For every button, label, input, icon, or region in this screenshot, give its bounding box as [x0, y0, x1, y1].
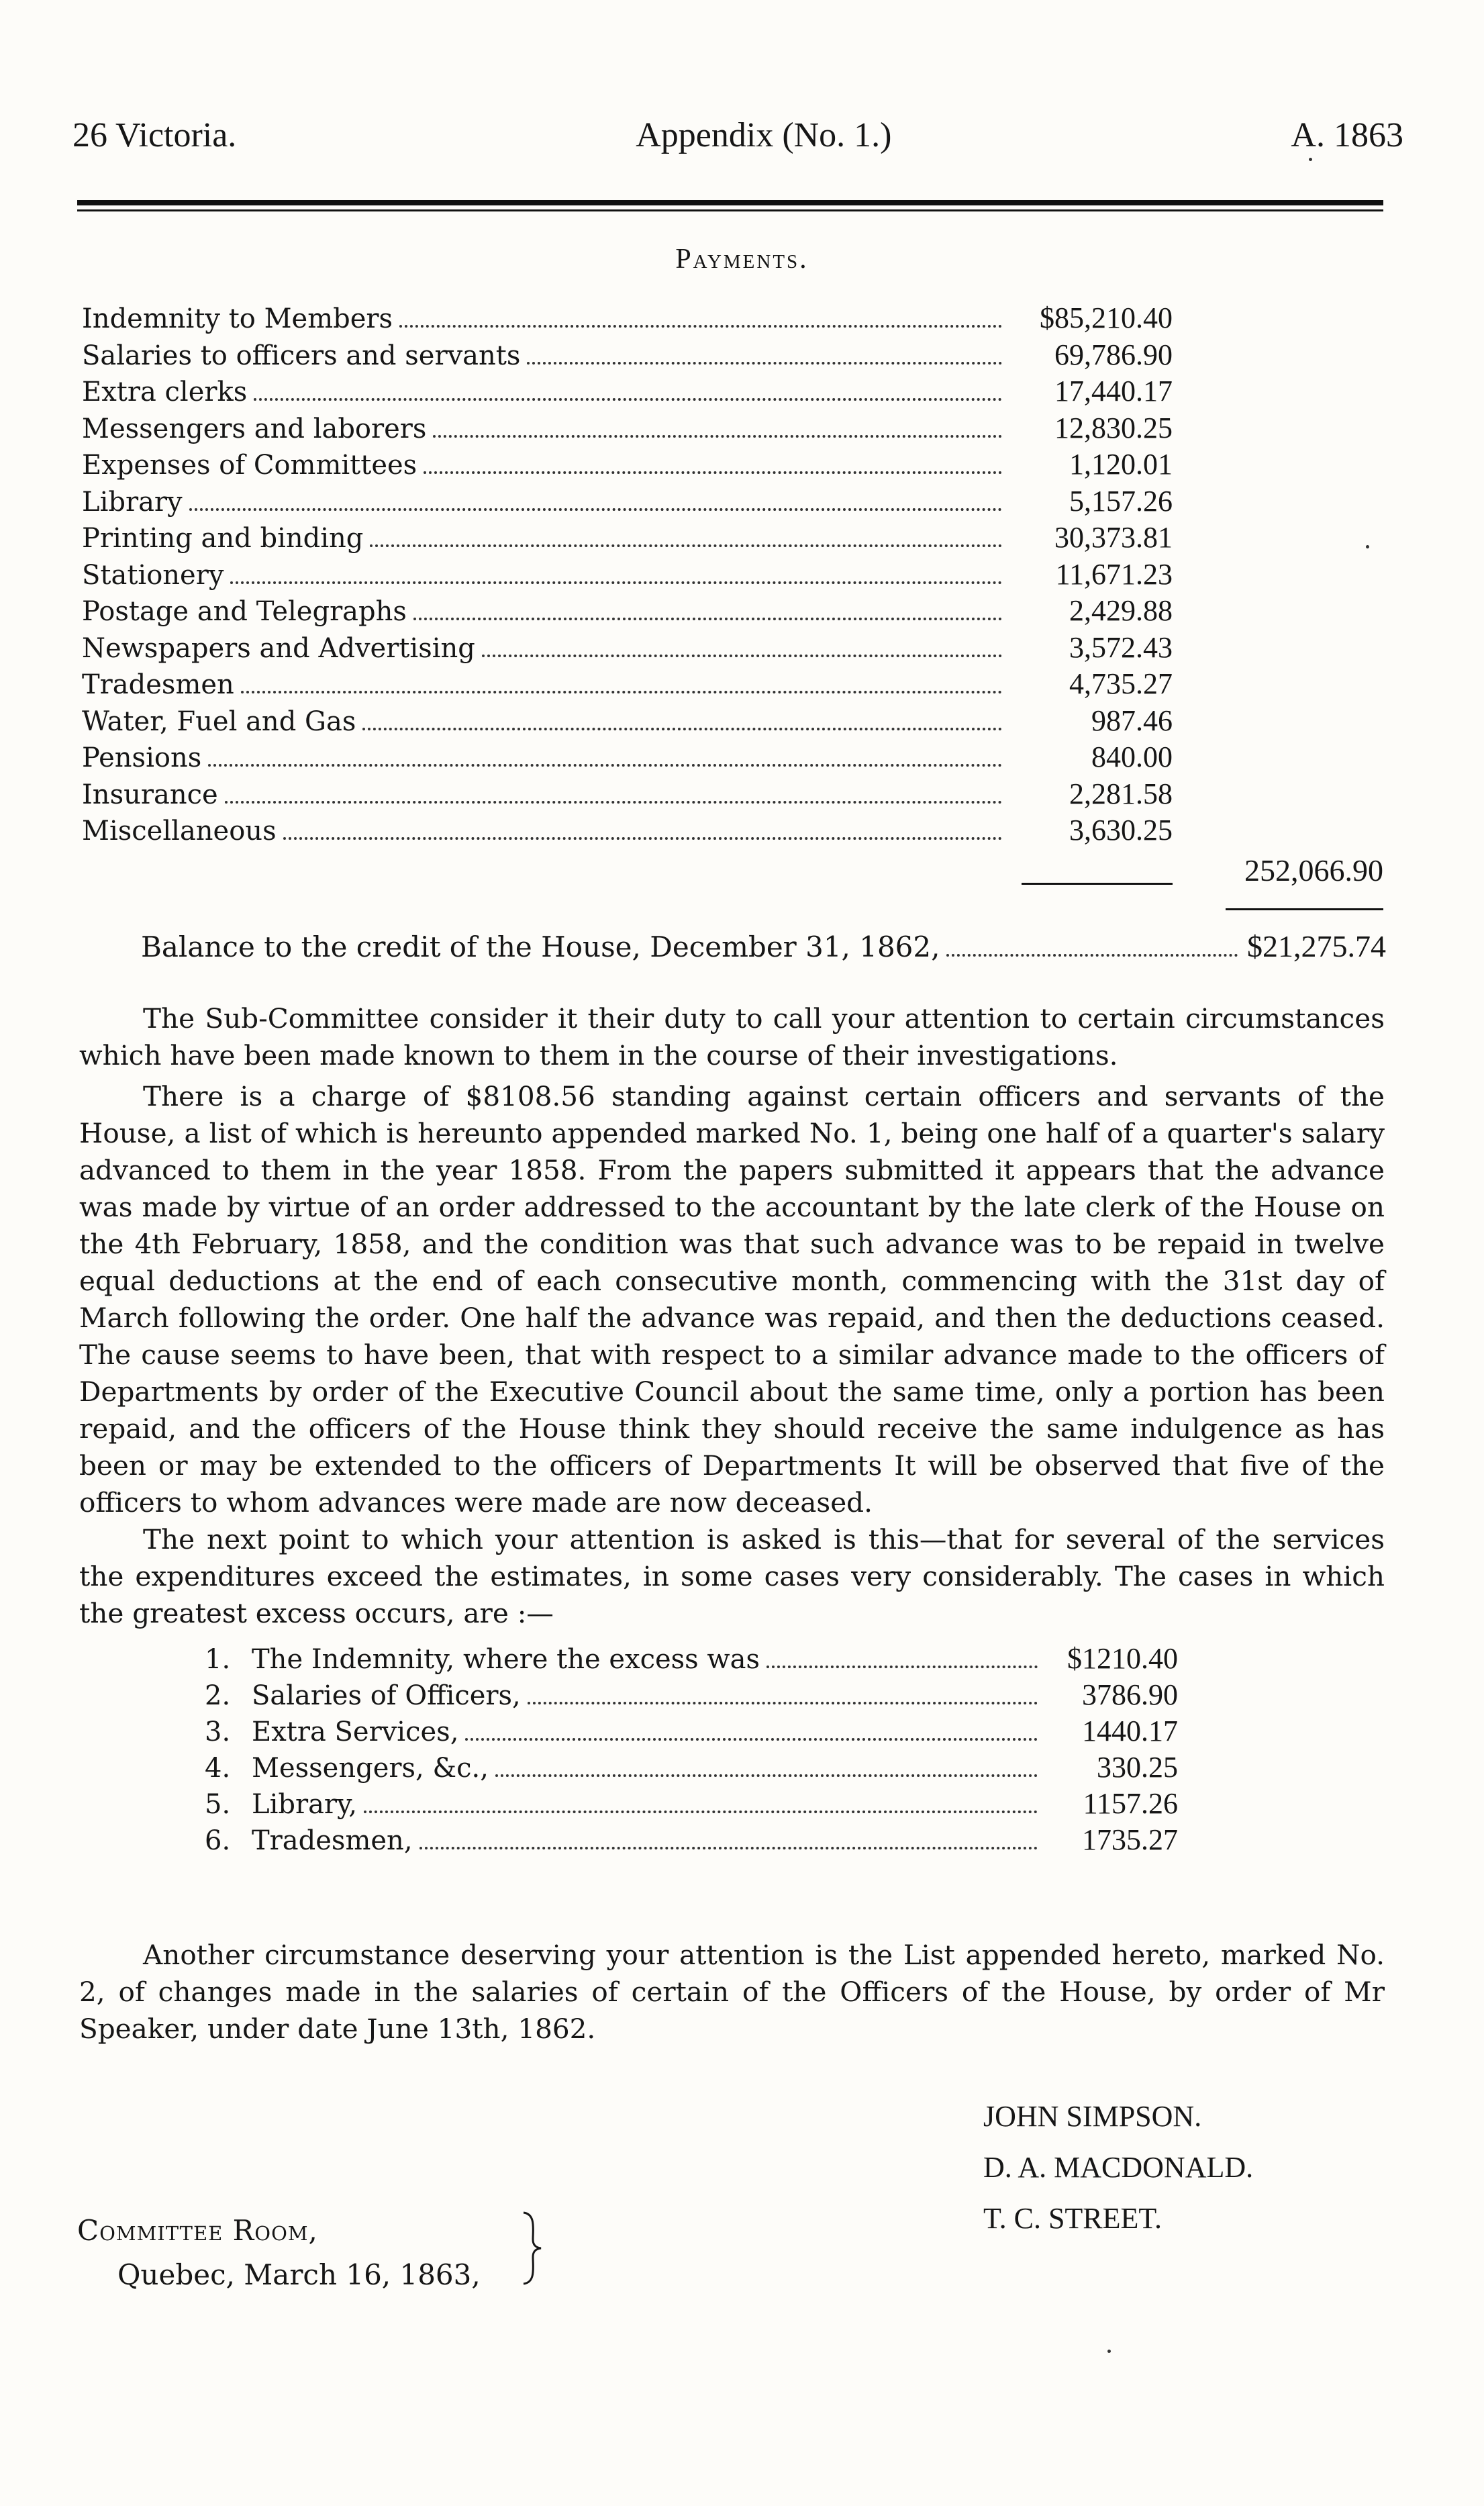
year-label: A. 1863 [1291, 116, 1403, 154]
leader-dots [465, 1738, 1038, 1741]
payment-label: Miscellaneous [82, 816, 277, 847]
appendix-title: Appendix (No. 1.) [636, 116, 892, 154]
excess-row [205, 1714, 1178, 1750]
payment-label: Water, Fuel and Gas [82, 706, 356, 737]
payment-label: Messengers and laborers [82, 413, 427, 444]
excess-label: Extra Services, [252, 1717, 459, 1747]
print-speck [1107, 2350, 1111, 2353]
page-header [72, 115, 1403, 162]
paragraph-salaries: Another circumstance deserving your attention is the List appended hereto, marked No. 2, of changes made in the salaries of certain of the Officers of the House, by order of Mr Speaker, under date June 13th, 1862. [79, 1939, 1385, 2045]
excess-row [205, 1786, 1178, 1823]
payment-label: Tradesmen [82, 669, 234, 700]
payment-label: Newspapers and Advertising [82, 632, 475, 664]
excess-label: Messengers, &c., [252, 1753, 489, 1784]
excess-row [205, 1678, 1178, 1714]
excess-label: Salaries of Officers, [252, 1680, 521, 1711]
payment-row [82, 484, 1173, 521]
payment-label: Printing and binding [82, 523, 364, 554]
excess-amount: $1210.40 [1067, 1642, 1178, 1675]
paragraph-excess: The next point to which your attention is asked is this—that for several of the services the expenditures exceed the estimates, in some cases very considerably. The cases in which the greatest excess occurs, are :— [79, 1523, 1385, 1629]
leader-dots [254, 398, 1002, 401]
place-line: Committee Room, [77, 2214, 318, 2247]
leader-dots [413, 618, 1002, 620]
payment-amount: 2,429.88 [1069, 594, 1173, 627]
leader-dots [399, 325, 1002, 328]
payment-row [82, 777, 1173, 814]
leader-dots [225, 801, 1002, 804]
leader-dots [433, 435, 1002, 438]
excess-label: The Indemnity, where the excess was [252, 1644, 760, 1675]
leader-dots [482, 655, 1002, 657]
excess-list [205, 1641, 1178, 1859]
payment-amount: 5,157.26 [1069, 484, 1173, 518]
signature-macdonald: D. A. MACDONALD. [983, 2151, 1254, 2184]
payment-amount: 30,373.81 [1054, 521, 1173, 554]
payment-amount: 69,786.90 [1054, 338, 1173, 371]
excess-amount: 3786.90 [1082, 1678, 1178, 1711]
excess-amount: 1157.26 [1083, 1787, 1178, 1820]
payment-amount: $85,210.40 [1040, 301, 1173, 334]
leader-dots [189, 508, 1002, 511]
excess-label: Tradesmen, [252, 1825, 413, 1856]
signature-street: T. C. STREET. [983, 2202, 1163, 2235]
excess-label: Library, [252, 1789, 358, 1820]
payment-amount: 840.00 [1091, 740, 1173, 773]
excess-number: 3. [205, 1717, 231, 1747]
print-speck [1366, 545, 1369, 548]
leader-dots [230, 581, 1002, 584]
payment-row [82, 813, 1173, 850]
paragraph-intro: The Sub-Committee consider it their duty to call your attention to certain circumstances which have been made known to them in the course of their investigations. [79, 1002, 1385, 1071]
excess-number: 2. [205, 1680, 231, 1711]
payment-row [82, 667, 1173, 704]
signature-block [983, 2091, 1253, 2244]
leader-dots [527, 362, 1002, 365]
excess-number: 1. [205, 1644, 231, 1675]
leader-dots [283, 837, 1002, 840]
place-date-block [77, 2209, 481, 2297]
leader-dots [424, 471, 1002, 474]
excess-amount: 1735.27 [1082, 1823, 1178, 1856]
payments-total: 252,066.90 [1244, 853, 1383, 887]
excess-amount: 330.25 [1097, 1751, 1178, 1784]
brace-icon [518, 2209, 545, 2288]
leader-dots [370, 544, 1002, 547]
payment-label: Expenses of Committees [82, 450, 417, 481]
payment-amount: 2,281.58 [1069, 777, 1173, 810]
excess-amount: 1440.17 [1082, 1715, 1178, 1747]
leader-dots [946, 954, 1238, 957]
signature-simpson: JOHN SIMPSON. [983, 2100, 1202, 2133]
leader-dots [419, 1847, 1038, 1849]
excess-row [205, 1641, 1178, 1678]
payment-label: Extra clerks [82, 377, 248, 407]
payment-label: Insurance [82, 779, 218, 810]
leader-dots [362, 728, 1002, 730]
payment-amount: 3,572.43 [1069, 630, 1173, 664]
payment-label: Stationery [82, 559, 224, 591]
payment-row [82, 593, 1173, 630]
subtotal-rule [1022, 883, 1173, 885]
payment-row [82, 374, 1173, 411]
leader-dots [528, 1702, 1038, 1704]
payment-label: Salaries to officers and servants [82, 340, 521, 371]
payments-list [82, 301, 1173, 850]
leader-dots [364, 1811, 1038, 1813]
paragraph-advance: There is a charge of $8108.56 standing against certain officers and servants of the House, a list of which is hereunto appended marked No. 1, being one half of a quarter's salary advanced to them in the year 1858. From the papers submitted it appears that the advance was made by virtue of an order addressed to the accountant by the late clerk of the House on the 4th February, 1858, and the condition was that such advance was to be repaid in twelve equal deductions at the end of each consecutive month, commencing with the 31st day of March following the order. One half the advance was repaid, and then the deductions ceased. The cause seems to have been, that with respect to a similar advance made to the officers of Departments by order of the Executive Council about the same time, only a portion has been repaid, and the officers of the House think they should receive the same indulgence as has been or may be extended to the officers of Departments It will be observed that five of the officers to whom advances were made are now deceased. [79, 1080, 1385, 1519]
payment-amount: 1,120.01 [1069, 448, 1173, 481]
payment-amount: 12,830.25 [1054, 411, 1173, 444]
balance-amount: $21,275.74 [1247, 929, 1386, 963]
payment-amount: 987.46 [1091, 704, 1173, 737]
payment-row [82, 520, 1173, 557]
payment-row [82, 447, 1173, 484]
header-rule-thin [77, 209, 1383, 211]
payment-label: Postage and Telegraphs [82, 596, 407, 627]
total-rule [1226, 908, 1383, 910]
payment-row [82, 630, 1173, 667]
payment-amount: 3,630.25 [1069, 814, 1173, 847]
payment-row [82, 740, 1173, 777]
payment-amount: 4,735.27 [1069, 667, 1173, 700]
payment-row [82, 557, 1173, 594]
leader-dots [766, 1666, 1038, 1668]
session-label: 26 Victoria. [72, 116, 237, 154]
payment-row [82, 704, 1173, 740]
payment-row [82, 411, 1173, 448]
header-rule-thick [77, 200, 1383, 205]
leader-dots [495, 1774, 1038, 1777]
leader-dots [208, 764, 1002, 767]
date-line: Quebec, March 16, 1863, [117, 2258, 481, 2291]
excess-number: 4. [205, 1753, 231, 1784]
payment-amount: 11,671.23 [1055, 557, 1173, 591]
payment-row [82, 301, 1173, 338]
payment-amount: 17,440.17 [1054, 375, 1173, 407]
balance-label: Balance to the credit of the House, December 31, 1862, [141, 930, 940, 963]
payment-label: Library [82, 486, 183, 518]
balance-line [141, 928, 1386, 964]
leader-dots [241, 691, 1002, 693]
payment-label: Indemnity to Members [82, 303, 393, 334]
excess-number: 6. [205, 1825, 231, 1856]
excess-row [205, 1823, 1178, 1859]
payment-row [82, 338, 1173, 375]
payment-label: Pensions [82, 742, 202, 773]
excess-number: 5. [205, 1789, 231, 1820]
payments-title: Payments. [675, 244, 809, 275]
excess-row [205, 1750, 1178, 1786]
print-speck [1309, 158, 1312, 161]
